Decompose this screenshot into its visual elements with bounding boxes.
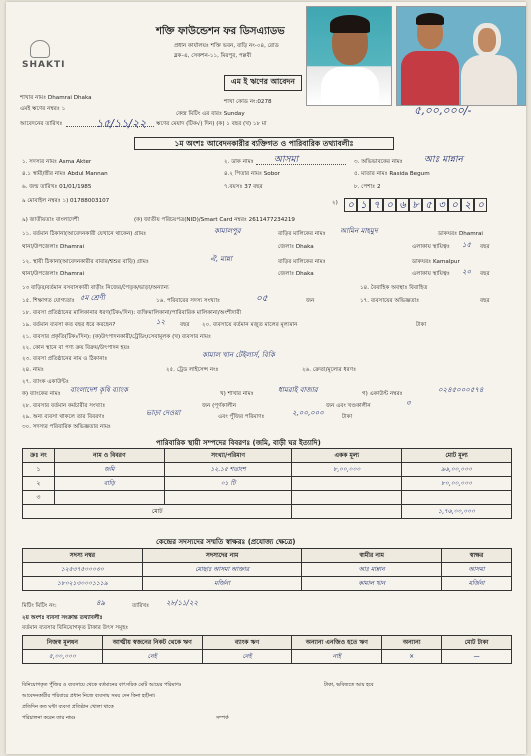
branch-name: শাখার নামঃ Dhamrai Dhaka — [20, 95, 92, 101]
cell: ০১ টি — [164, 477, 292, 491]
cell — [402, 491, 512, 505]
cell: মোছাঃ আসমা আক্তার — [142, 563, 302, 577]
inv-header-ngo: অন্যান্য এনজিও হতে ঋণ — [292, 636, 382, 650]
mobile-digit: ০ — [474, 198, 487, 212]
grand-total: ১,৭৬,০০,০০০ — [402, 505, 512, 519]
mobile-digit: ১ — [357, 198, 370, 212]
q23-hw: কামাল খান টেইলার্স, বিকি — [202, 351, 275, 359]
q29-capital-label: এবং পুঁজির পরিমাণঃ — [218, 414, 265, 420]
assets-header-sl: ক্রঃ নং — [23, 449, 55, 463]
loan-term: ঋণের মেয়াদ (টিক√) দিন) (ক) ১ বছর (খ) ১৮ মা — [156, 121, 267, 127]
mobile-digit: ০ — [383, 198, 396, 212]
q28-hw: ৩ — [406, 399, 411, 407]
guardian-label: ৩. অভিভাবকের নামঃ — [354, 159, 403, 165]
present-village-hw: কামালপুর — [214, 227, 241, 235]
bank-branch-label: খ) শাখার নামঃ — [220, 391, 254, 397]
cell — [292, 505, 402, 519]
mobile-digit: ৭ — [370, 198, 383, 212]
application-date-value: ১৫/১১/২২ — [96, 117, 147, 130]
nid-number: (ক) জাতীয় পরিচয়পত্র(NID)/Smart Card নম্বরঃ 2611477234219 — [134, 217, 295, 223]
cell: ১২৫৩৭৫০০০৩০ — [23, 563, 143, 577]
nickname-hw: আসমা — [274, 155, 299, 165]
org-address-1: প্রধান কার্যালয়ঃ শক্তি ভবন, বাড়ি নং-০৪, রোড — [174, 43, 279, 49]
post-office: ডাকঘরঃ Dhamrai — [438, 231, 483, 237]
residence-duration-hw: ১৫ — [462, 241, 472, 249]
meeting-number-label: মিটিং মিটিং নং: — [22, 603, 57, 609]
q23-label: ২৩. ব্যবসা প্রতিষ্ঠানের নাম ও ঠিকানাঃ — [22, 356, 108, 362]
profession: ৮. পেশাঃ 2 — [354, 184, 381, 190]
q30-label: ৩০. সদস্যর পরিবারিক অভিজ্ঞতার নামঃ — [22, 424, 111, 430]
org-title: শক্তি ফাউন্ডেশন ফর ডিসএ্যাডভ — [156, 26, 285, 37]
note-head-time: আবেদনকারীর পরিবারে প্রধান নিজে ব্যবসায় সময় দেন কিনা হ্যাঁ/না। — [22, 693, 156, 699]
cell: × — [382, 650, 442, 664]
inv-header-own: নিজস্ব মূলধন — [23, 636, 103, 650]
cell: বাড়ি — [54, 477, 164, 491]
me-number: এমই ঋণের নম্বরঃ ১ — [20, 106, 66, 112]
cell: নেই — [102, 650, 202, 664]
assets-header-unit: একক মূল্য — [292, 449, 402, 463]
cell: ৯৬,০০,০০০ — [402, 463, 512, 477]
mobile-digit: ৩ — [435, 198, 448, 212]
application-date-label: আবেদনের তারিখঃ — [20, 121, 63, 127]
org-address-2: ব্লক-এ, সেকশন-১১, মিরপুর, পল্লবী — [174, 53, 252, 59]
district: জেলাঃ Dhaka — [278, 244, 314, 250]
bank-account-hw: ০২৪৫০০০৫৭৪ — [438, 386, 484, 394]
meeting-number-hw: ৪৯ — [96, 599, 106, 607]
inv-header-total: মোট টাকা — [442, 636, 512, 650]
bank-account-label: গ) একাউন্ট নম্বরঃ — [362, 391, 403, 397]
mobile-2-prefix: ২) — [332, 200, 338, 206]
q15-label: ১৫. শিক্ষাগত যোগ্যতাঃ — [22, 298, 75, 304]
meeting-date-hw: ২৮/১১/২২ — [166, 599, 198, 607]
cell: ২ — [23, 477, 55, 491]
cell: মর্জিনা — [442, 577, 512, 591]
committee-header-husband: স্বামীর নাম — [302, 549, 442, 563]
q16-hw: ০৫ — [256, 294, 268, 304]
note-relation: সম্পর্ক — [216, 715, 229, 721]
assets-header-total: মোট মূল্য — [402, 449, 512, 463]
permanent-duration-label: এলাকায় স্থায়িত্বঃ — [412, 271, 450, 277]
permanent-post: ডাকঘরঃ Kamalpur — [412, 259, 460, 265]
q29-unit: টাকা — [342, 414, 353, 420]
q20-label: ২০. ব্যবসায়ে বর্তমান মজুত মালের মূল্যমান — [202, 322, 298, 328]
q24-label: ২৪. নামঃ — [22, 367, 44, 373]
mother-name: ৫. মাতার নামঃ Rasida Begum — [354, 171, 430, 177]
cell: আঃ মান্নান — [302, 563, 442, 577]
shakti-logo: SHAKTI — [22, 60, 66, 70]
q24-trade-license: ২৫. ট্রেড লাইসেন্স নংঃ — [166, 367, 219, 373]
cell: ৮০,০০,০০০ — [402, 477, 512, 491]
note-open-hours: প্রতিদিন কত ঘন্টা ব্যবসা প্রতিষ্ঠান খোলা থাকে — [22, 704, 114, 710]
note-operator-name: পরিচালনা করেন তার নামঃ — [22, 715, 76, 721]
part2-title: ২য় অংশঃ ব্যবসা সংক্রান্ত তথ্যাবলীঃ — [22, 615, 103, 621]
bank-name-label: ক) ব্যাংকের নামঃ — [22, 391, 61, 397]
applicant-photo — [306, 6, 392, 106]
year-unit: বছর — [480, 244, 490, 250]
age: ৭.বয়সঃ 37 বছর — [224, 184, 263, 190]
q29-hw: ভাড়া দেওয়া — [146, 409, 181, 417]
application-form-page — [6, 2, 526, 754]
table-row — [23, 650, 512, 664]
committee-table — [22, 548, 512, 591]
q18: ১৮. ব্যবসা প্রতিষ্ঠানের মালিকানার ধরণ(টিক√দিন): ব্যক্তিমালিকানা/পারিবারিক মালিকানা/অংশীদারী — [22, 310, 242, 316]
table-row — [23, 563, 512, 577]
inv-header-bank: ব্যাংক ঋণ — [202, 636, 292, 650]
bank-branch-hw: ধামরাই বাজার — [278, 386, 318, 394]
father-name: ৪.২ পিতার নামঃ Sobor — [224, 171, 280, 177]
mobile-2-digit-boxes — [344, 193, 487, 212]
q16-label: ১৬. পরিবারের সদস্য সংখ্যাঃ — [156, 298, 220, 304]
q14: ১৪. বৈবাহিক অবস্থাঃ বিবাহিত — [360, 285, 428, 291]
house-owner-label: বাড়ির মালিকের নামঃ — [278, 231, 326, 237]
mobile-digit: ০ — [448, 198, 461, 212]
assets-table — [22, 448, 512, 519]
permanent-year-unit: বছর — [480, 271, 490, 277]
assets-title: পারিবারিক স্থায়ী সম্পদের বিবরণঃ (জমি, বাড়ী ঘর ইত্যাদি) — [156, 439, 321, 447]
cell — [292, 491, 402, 505]
note-annual-income: বিনিয়োগকৃত পুঁজির ও ব্যবসায়ে থেকে বর্তমানের বাৎসরিক মোট আয়ের পরিমাণঃ — [22, 682, 182, 688]
cell: জমি — [54, 463, 164, 477]
q13: ১৩ বাড়ির/বর্তমান বসবাসকারী বাড়ীঃ নিজের/পৈতৃক/ভাড়া/অন্যান্য — [22, 285, 169, 291]
guardian-hw: আঃ মান্নান — [424, 155, 463, 165]
cell: নাই — [292, 650, 382, 664]
cell — [54, 491, 164, 505]
cell: নেই — [202, 650, 292, 664]
cell: মর্জিনা — [142, 577, 302, 591]
cell — [164, 491, 292, 505]
committee-header-name: সদস্যদের নাম — [142, 549, 302, 563]
q21: ২১. ব্যবসার প্রকৃতি(টিক√দিন): (ক)উৎপাদনকারী/ট্রেডিং/সেবামূলক (খ) ব্যবসার নামঃ — [22, 334, 211, 340]
cell: ১ — [23, 463, 55, 477]
q16-unit: জন — [306, 298, 315, 304]
present-address-label: ১১. বর্তমান ঠিকানা(আবেদনকারী যেখানে থাকেন) গ্রামঃ — [22, 231, 147, 237]
q22: ২২. কোন স্থানে বা পণ্য ক্রয় বিক্রয়/উৎপাদন হয়ঃ — [22, 345, 130, 351]
table-row — [23, 577, 512, 591]
loan-amount-handwritten: ৫,০০,০০০/- — [414, 104, 472, 117]
q19-unit: বছর — [180, 322, 190, 328]
q17-unit: বছর — [480, 298, 490, 304]
q17-label: ১৭. ব্যবসায়ের অভিজ্ঞতাঃ — [360, 298, 420, 304]
cell — [292, 477, 402, 491]
nationality: ৯) জাতীয়তাঃ বাংলাদেশী — [22, 217, 79, 223]
form-title: এম ই ঋণের আবেদন — [224, 75, 302, 91]
inv-header-others: অন্যান্য — [382, 636, 442, 650]
mobile-digit: ৮ — [409, 198, 422, 212]
permanent-district: জেলাঃ Dhaka — [278, 271, 314, 277]
q29-capital-hw: ২,০০,০০০ — [292, 409, 324, 417]
spouse-name: ৪.১ স্বামী/স্ত্রীর নামঃ Abdul Mannan — [22, 171, 108, 177]
mobile-digit: ০ — [344, 198, 357, 212]
permanent-village-hw: ঐ, মান্না — [210, 255, 233, 263]
q20-unit: টাকা — [416, 322, 427, 328]
cell: ১২.১৫ শতাংশ — [164, 463, 292, 477]
house-owner-hw: আমিন মাহমুদ — [340, 227, 378, 235]
mobile-digit: ৬ — [396, 198, 409, 212]
guarantor-couple-photo — [396, 6, 526, 106]
cell: ৫,০০,০০০ — [23, 650, 103, 664]
q29-label: ২৯. অন্য ব্যবসা থাকলে তার বিবরণঃ — [22, 414, 105, 420]
mobile-digit: ৫ — [422, 198, 435, 212]
q28-end: জন এবং খণ্ডকালীন — [326, 403, 371, 409]
cell: ৩ — [23, 491, 55, 505]
assets-header-qty: সংখ্যা/পরিমাণ — [164, 449, 292, 463]
q19-label: ১৯. বর্তমান ব্যবসা কত বছর ধরে করছেন? — [22, 322, 116, 328]
cell: আসমা — [442, 563, 512, 577]
permanent-address-label: ১২. স্থায়ী ঠিকানা(আবেদনকারীর বাবার/শ্বশুর বাড়ি) গ্রামঃ — [22, 259, 149, 265]
q19-hw: ১২ — [156, 318, 166, 326]
q26-label: ২৭. ব্যাংক একাউন্টঃ — [22, 379, 69, 385]
branch-code: শাখা কোড নং:0278 — [224, 99, 272, 105]
committee-title: কেন্দ্রের সদস্যদের সম্মতি স্বাক্ষরঃ (প্রযোজ্য ক্ষেত্রে) — [156, 538, 296, 546]
mobile-1: ৯ মোবাইল নম্বরঃ ১) 01788003107 — [22, 198, 110, 204]
table-row — [23, 477, 512, 491]
cell: কামাল খান — [302, 577, 442, 591]
table-row — [23, 463, 512, 477]
total-label: মোট — [23, 505, 292, 519]
q28-mid: জন (পূর্ণকালীন — [202, 403, 237, 409]
committee-header-id: সদস্য নম্বর — [23, 549, 143, 563]
meeting-date-label: তারিখঃ — [132, 603, 150, 609]
upazila: থানা/উপজেলাঃ Dhamrai — [22, 244, 85, 250]
cell: ৮,০০,০০০ — [292, 463, 402, 477]
date-of-birth: ৬. জন্ম তারিখঃ 01/01/1985 — [22, 184, 92, 190]
bank-name-hw: বাংলাদেশ কৃষি ব্যাংক — [70, 386, 128, 394]
note-annual-income-end: টাকা, ভবিষ্যতে আয় হবে — [324, 682, 374, 688]
residence-duration-label: এলাকায় স্থায়িত্বঃ — [412, 244, 450, 250]
center-meeting-day: কেন্দ্র মিটিং এর বারঃ Sunday — [176, 111, 245, 117]
mobile-digit: ২ — [461, 198, 474, 212]
nickname-label: ২. ডাক নামঃ — [224, 159, 254, 165]
q25-label: ২৬. ক্রেতা/মূল্যের ধরণঃ — [302, 367, 357, 373]
part2-subtitle: বর্তমান ব্যবসার বিনিয়োগকৃত টাকার উৎস সমূহঃ — [22, 625, 129, 631]
inv-header-relatives: আত্মীয় স্বজনের নিকট থেকে ঋণ — [102, 636, 202, 650]
investment-sources-table — [22, 635, 512, 664]
q28-label: ২৮. ব্যবসার বর্তমান কর্মচারীর সংখ্যাঃ — [22, 403, 106, 409]
logo-emblem-icon — [30, 40, 50, 58]
table-total-row — [23, 505, 512, 519]
cell: — — [442, 650, 512, 664]
assets-header-name: নাম ও বিবরণ — [54, 449, 164, 463]
permanent-upazila: থানা/উপজেলাঃ Dhamrai — [22, 271, 85, 277]
committee-header-sign: স্বাক্ষর — [442, 549, 512, 563]
table-row — [23, 491, 512, 505]
member-name: ১. সদস্যর নামঃ Asma Akter — [22, 159, 92, 165]
q15-hw: ৫ম শ্রেণী — [80, 294, 105, 302]
cell: ১৮০২১৩০০০১১১৯ — [23, 577, 143, 591]
permanent-duration-hw: ২০ — [462, 268, 472, 276]
permanent-owner-label: বাড়ির মালিকের নামঃ — [278, 259, 326, 265]
section1-title: ১ম অংশঃ আবেদনকারীর ব্যক্তিগত ও পারিবারিক তথ্যাবলীঃ — [134, 137, 394, 150]
